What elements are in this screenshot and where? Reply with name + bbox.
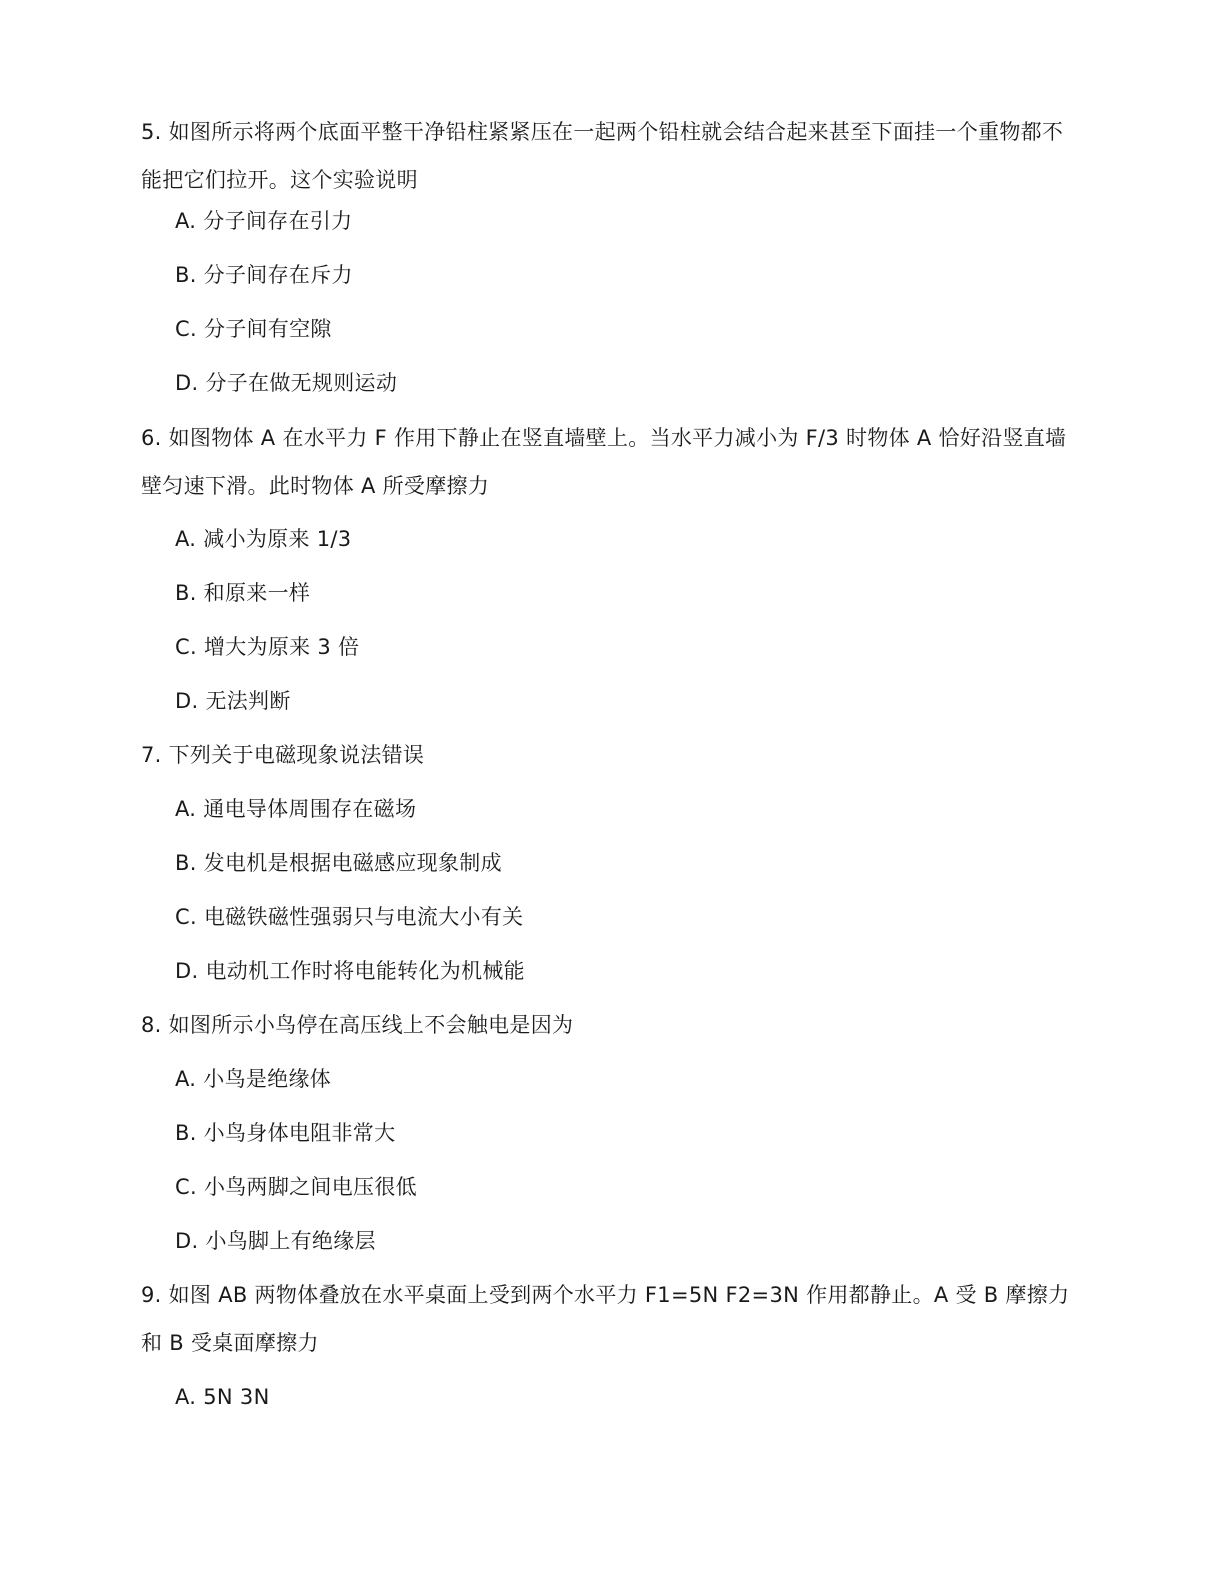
- question-8-number: 8.: [141, 1013, 162, 1037]
- question-8-text: 如图所示小鸟停在高压线上不会触电是因为: [168, 1013, 574, 1037]
- question-7-option-d: [175, 956, 1055, 986]
- option-letter: A.: [175, 1385, 197, 1409]
- question-7-option-c: [175, 902, 1055, 932]
- question-9-stem: [141, 1271, 1081, 1367]
- question-8-option-c: [175, 1172, 1055, 1202]
- option-text: 小鸟两脚之间电压很低: [203, 1175, 417, 1199]
- option-text: 分子间有空隙: [203, 317, 332, 341]
- question-7-number: 7.: [141, 743, 162, 767]
- option-text: 通电导体周围存在磁场: [203, 797, 417, 821]
- question-9-option-a: [175, 1382, 1055, 1412]
- option-letter: C.: [175, 1175, 197, 1199]
- option-text: 分子间存在斥力: [203, 263, 353, 287]
- question-6-stem: [141, 414, 1081, 510]
- option-text: 分子间存在引力: [203, 209, 353, 233]
- question-9-text: 如图 AB 两物体叠放在水平桌面上受到两个水平力 F1=5N F2=3N 作用都静止。A 受 B 摩擦力和 B 受桌面摩擦力: [141, 1283, 1070, 1355]
- option-letter: C.: [175, 905, 197, 929]
- question-7-text: 下列关于电磁现象说法错误: [168, 743, 425, 767]
- option-letter: C.: [175, 317, 197, 341]
- question-9-number: 9.: [141, 1283, 162, 1307]
- question-5-option-c: [175, 314, 1055, 344]
- option-letter: A.: [175, 797, 197, 821]
- question-7-option-a: [175, 794, 1055, 824]
- question-5-option-d: [175, 368, 1055, 398]
- option-text: 小鸟脚上有绝缘层: [205, 1229, 376, 1253]
- question-8-stem: [141, 1001, 1081, 1049]
- option-text: 发电机是根据电磁感应现象制成: [203, 851, 502, 875]
- option-letter: D.: [175, 959, 199, 983]
- option-text: 无法判断: [205, 689, 291, 713]
- question-6-number: 6.: [141, 426, 162, 450]
- question-8-option-a: [175, 1064, 1055, 1094]
- option-letter: A.: [175, 209, 197, 233]
- option-letter: D.: [175, 689, 199, 713]
- question-6-option-b: [175, 578, 1055, 608]
- option-text: 电动机工作时将电能转化为机械能: [205, 959, 525, 983]
- question-8-option-d: [175, 1226, 1055, 1256]
- question-6-text: 如图物体 A 在水平力 F 作用下静止在竖直墙壁上。当水平力减小为 F/3 时物体 A 恰好沿竖直墙壁匀速下滑。此时物体 A 所受摩擦力: [141, 426, 1067, 498]
- option-text: 分子在做无规则运动: [205, 371, 398, 395]
- option-text: 减小为原来 1/3: [203, 527, 352, 551]
- option-text: 小鸟是绝缘体: [203, 1067, 332, 1091]
- option-letter: B.: [175, 581, 197, 605]
- question-7-option-b: [175, 848, 1055, 878]
- option-letter: D.: [175, 1229, 199, 1253]
- question-6-option-a: [175, 524, 1055, 554]
- option-letter: B.: [175, 1121, 197, 1145]
- option-letter: C.: [175, 635, 197, 659]
- option-letter: A.: [175, 1067, 197, 1091]
- question-6-option-d: [175, 686, 1055, 716]
- question-8-option-b: [175, 1118, 1055, 1148]
- option-letter: A.: [175, 527, 197, 551]
- question-5-number: 5.: [141, 120, 162, 144]
- option-letter: B.: [175, 851, 197, 875]
- question-5-option-a: [175, 206, 1055, 236]
- option-letter: B.: [175, 263, 197, 287]
- option-letter: D.: [175, 371, 199, 395]
- question-6-option-c: [175, 632, 1055, 662]
- question-5-option-b: [175, 260, 1055, 290]
- option-text: 小鸟身体电阻非常大: [203, 1121, 396, 1145]
- question-7-stem: [141, 731, 1081, 779]
- question-5-text: 如图所示将两个底面平整干净铅柱紧紧压在一起两个铅柱就会结合起来甚至下面挂一个重物都不能把它们拉开。这个实验说明: [141, 120, 1064, 192]
- option-text: 电磁铁磁性强弱只与电流大小有关: [203, 905, 524, 929]
- option-text: 增大为原来 3 倍: [203, 635, 360, 659]
- question-5-stem: [141, 108, 1081, 204]
- option-text: 5N 3N: [203, 1385, 270, 1409]
- option-text: 和原来一样: [203, 581, 311, 605]
